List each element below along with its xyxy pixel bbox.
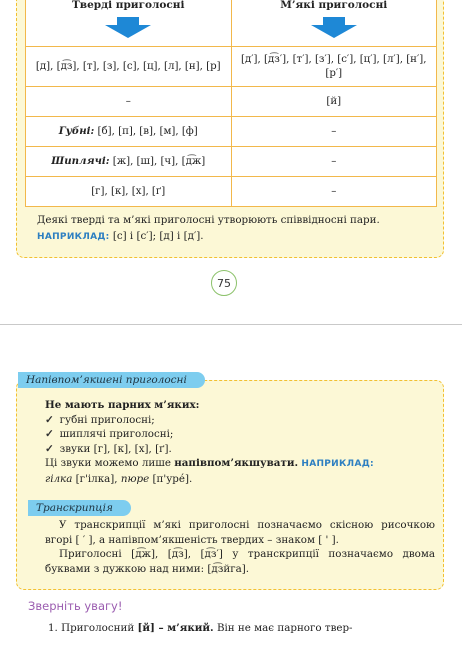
section-tag-transcription: Транскрипція	[28, 500, 131, 516]
example-key: НАПРИКЛАД:	[37, 232, 110, 242]
list-item: ✓ шиплячі приголосні;	[45, 427, 435, 442]
attention-title: Зверніть увагу!	[28, 599, 123, 613]
table-row	[26, 87, 437, 117]
cell-soft: [й]	[231, 87, 437, 117]
cell-hard: Шиплячі: [ж], [ш], [ч], [д͡ж]	[26, 147, 232, 177]
semisoft-content	[45, 398, 435, 486]
cell-hard: [д], [д͡з], [т], [з], [с], [ц], [л], [н], [р]	[26, 47, 232, 87]
header-soft	[231, 0, 437, 47]
attention-item: 1. Приголосний [й] – м’який. Він не має парного твер-	[48, 622, 353, 634]
page-number: 75	[211, 270, 237, 296]
page-divider	[0, 324, 462, 325]
transcription-p2: Приголосні [д͡ж], [д͡з], [д͡з′] у транскрипції позначаємо двома буквами з дужкою над ними: [д͡зйга].	[45, 548, 435, 575]
header-soft-label: М’які приголосні	[280, 0, 388, 11]
semisoft-heading: Не мають парних м’яких:	[45, 399, 200, 411]
label-labial: Губні:	[58, 125, 95, 137]
cell-soft: [д′], [д͡з′], [т′], [з′], [с′], [ц′], [л′], [н′], [р′]	[231, 47, 437, 87]
cell-soft: –	[231, 147, 437, 177]
list-item: ✓ звуки [г], [к], [х], [ґ].	[45, 442, 435, 457]
down-arrow-icon	[103, 17, 153, 39]
transcription-content	[45, 518, 435, 576]
transcription-p1: У транскрипції м’які приголосні позначаємо скісною рисочкою вгорі [ ′ ], а напівпом’якшеність твердих – знаком [ ' ].	[45, 519, 435, 546]
semisoft-example: Ці звуки можемо лише напівпом’якшувати. НАПРИКЛАД: гілка [г'iлка], пюре [п'урé].	[45, 457, 374, 485]
consonants-panel	[16, 0, 444, 258]
table-row	[26, 117, 437, 147]
consonants-table	[25, 0, 437, 207]
table-row	[26, 147, 437, 177]
cell-hard: Губні: [б], [п], [в], [м], [ф]	[26, 117, 232, 147]
down-arrow-icon	[309, 17, 359, 39]
header-hard-label: Тверді приголосні	[71, 0, 185, 11]
example-key: НАПРИКЛАД:	[301, 459, 374, 469]
table-row	[26, 47, 437, 87]
header-hard	[26, 0, 232, 47]
section-tag-semisoft: Напівпом’якшені приголосні	[18, 372, 205, 388]
cell-hard: [г], [к], [х], [ґ]	[26, 177, 232, 207]
pairs-note: Деякі тверді та м’які приголосні утворюють співвідносні пари. НАПРИКЛАД: [с] і [с′]; [д] і [д′].	[37, 214, 380, 242]
cell-soft: –	[231, 117, 437, 147]
pairs-example: [с] і [с′]; [д] і [д′].	[112, 230, 204, 242]
label-sibilant: Шиплячі:	[51, 155, 110, 167]
cell-soft: –	[231, 177, 437, 207]
table-row	[26, 177, 437, 207]
list-item: ✓ губні приголосні;	[45, 413, 435, 428]
cell-hard: –	[26, 87, 232, 117]
